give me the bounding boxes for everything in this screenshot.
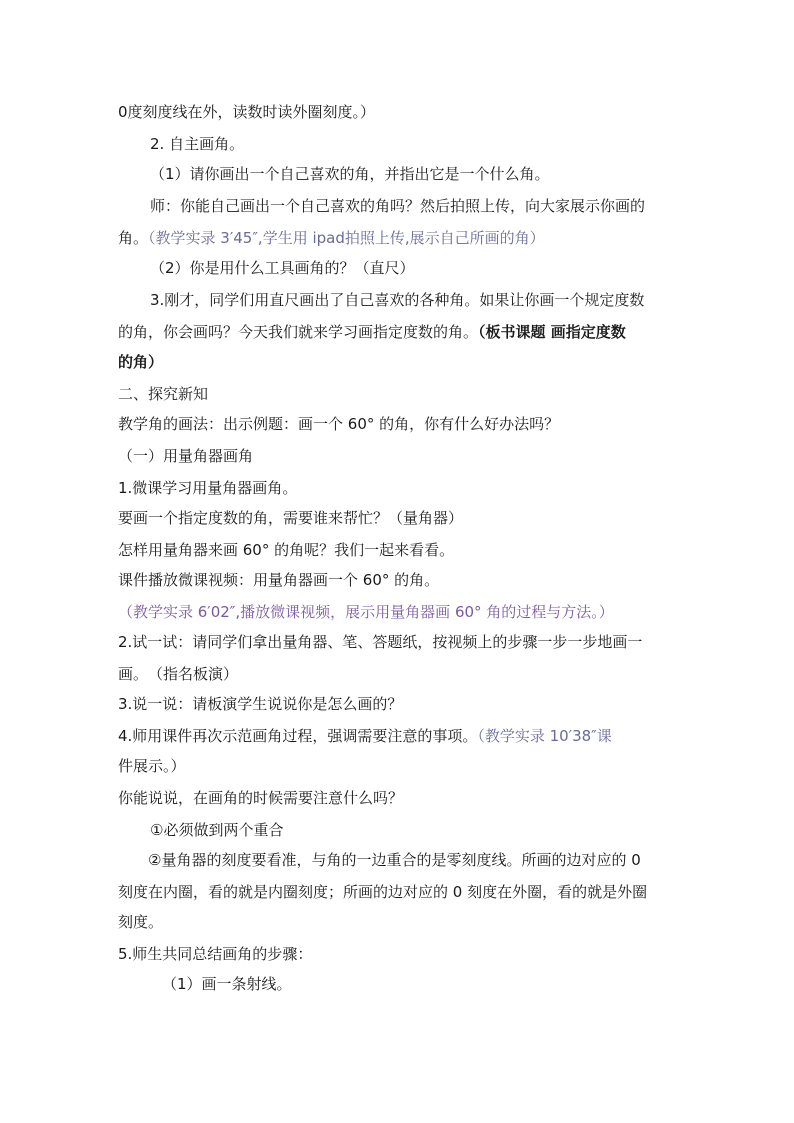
text-line: （2）你是用什么工具画角的？（直尺） (150, 259, 415, 277)
text-line: 你能说说，在画角的时候需要注意什么吗？ (118, 789, 404, 807)
text-line: 2.试一试：请同学们拿出量角器、笔、答题纸，按视频上的步骤一步一步地画一 (118, 633, 643, 651)
board-title-note: 的角） (118, 353, 164, 371)
list-item: （1）画一条射线。 (162, 975, 292, 993)
text-line (118, 322, 626, 342)
text-line: 0度刻度线在外，读数时读外圈刻度。） (118, 103, 376, 121)
subsection-heading: （一）用量角器画角 (118, 447, 254, 465)
text-line: 刻度在内圈，看的就是内圈刻度；所画的边对应的 0 刻度在外圈，看的就是外圈 (118, 883, 648, 901)
text-line: 要画一个指定度数的角，需要谁来帮忙？（量角器） (118, 509, 464, 527)
board-title-note: （板书课题 画指定度数 (478, 323, 626, 341)
teaching-record-note: （教学实录 10′38″课 (477, 727, 612, 745)
teaching-record-note: （教学实录 6′02″,播放微课视频，展示用量角器画 60° 角的过程与方法。） (118, 603, 614, 621)
text-span: 4.师用课件再次示范画角过程，强调需要注意的事项。 (118, 727, 478, 745)
text-line: 教学角的画法：出示例题：画一个 60° 的角，你有什么好办法吗？ (118, 415, 560, 433)
text-line: 师：你能自己画出一个自己喜欢的角吗？然后拍照上传，向大家展示你画的 (150, 197, 646, 215)
text-line (118, 228, 545, 248)
text-line: 3.刚才，同学们用直尺画出了自己喜欢的各种角。如果让你画一个规定度数 (150, 291, 645, 309)
text-line: 怎样用量角器来画 60° 的角呢？我们一起来看看。 (118, 541, 455, 559)
teaching-record-note: （教学实录 3′45″,学生用 ipad拍照上传,展示自己所画的角） (148, 229, 545, 247)
text-line: 刻度。 (118, 913, 164, 931)
list-item: ②量角器的刻度要看准，与角的一边重合的是零刻度线。所画的边对应的 0 (148, 851, 641, 869)
text-line: 画。 （指名板演） (118, 665, 239, 683)
text-line (118, 726, 612, 746)
text-line: 5.师生共同总结画角的步骤： (118, 945, 313, 963)
text-span: 角。 (118, 229, 149, 247)
text-line: 3.说一说：请板演学生说说你是怎么画的？ (118, 695, 403, 713)
text-line: 课件播放微课视频：用量角器画一个 60° 的角。 (118, 571, 440, 589)
text-line: 件展示。） (118, 757, 186, 775)
list-item: ①必须做到两个重合 (150, 821, 284, 839)
text-line: （1）请你画出一个自己喜欢的角，并指出它是一个什么角。 (150, 165, 550, 183)
text-line: 1.微课学习用量角器画角。 (118, 479, 298, 497)
section-heading: 二、探究新知 (118, 385, 209, 403)
section-heading: 2. 自主画角。 (150, 135, 245, 153)
text-span: 的角，你会画吗？今天我们就来学习画指定度数的角。 (118, 323, 479, 341)
